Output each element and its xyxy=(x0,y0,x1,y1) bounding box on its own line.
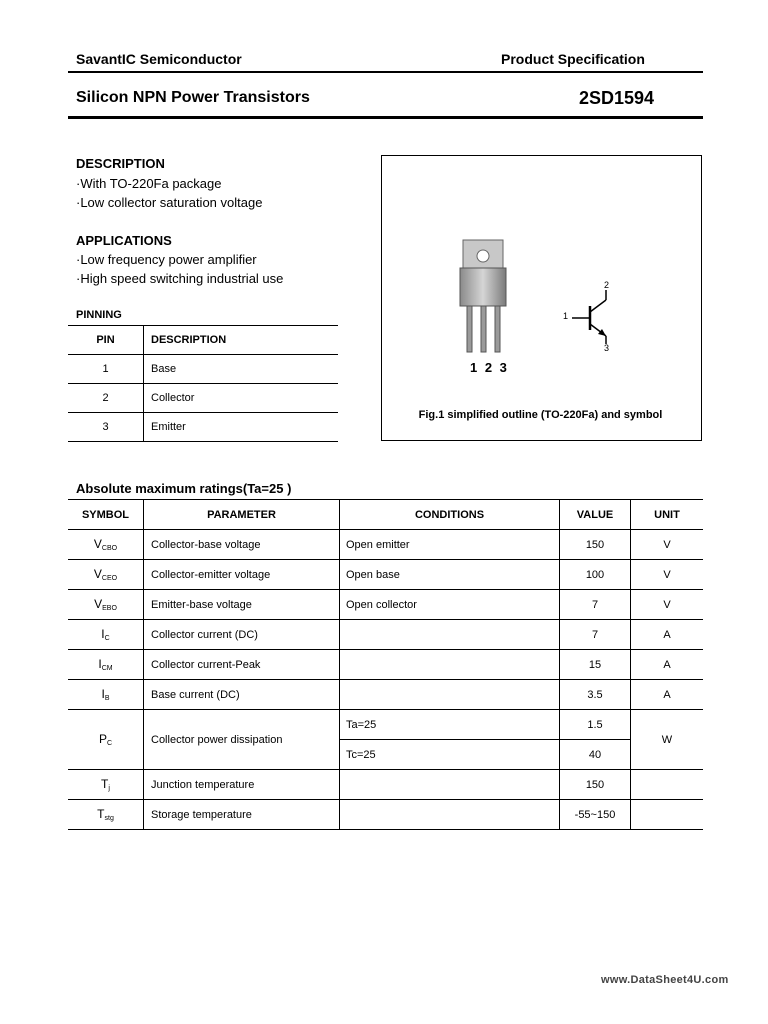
pin-description: Emitter xyxy=(144,413,339,442)
conditions-cell: Open emitter xyxy=(340,530,560,560)
company-name: SavantIC Semiconductor xyxy=(76,51,242,67)
symbol-letter: I xyxy=(101,687,105,701)
table-row xyxy=(68,560,703,590)
header-rule-bottom xyxy=(68,116,703,119)
header-rule-top xyxy=(68,71,703,73)
value-cell: -55~150 xyxy=(560,800,631,830)
figure-box xyxy=(381,155,702,441)
column-header-unit: UNIT xyxy=(631,500,704,530)
symbol-letter: T xyxy=(97,807,105,821)
parameter-cell: Junction temperature xyxy=(144,770,340,800)
parameter-cell: Collector-base voltage xyxy=(144,530,340,560)
symbol-subscript: B xyxy=(104,695,110,702)
value-cell: 3.5 xyxy=(560,680,631,710)
conditions-cell xyxy=(340,770,560,800)
unit-cell: A xyxy=(631,650,704,680)
table-row xyxy=(68,650,703,680)
conditions-cell: Ta=25 xyxy=(340,710,560,740)
symbol-letter: V xyxy=(93,567,102,581)
symbol-cell xyxy=(68,620,144,650)
parameter-cell: Collector power dissipation xyxy=(144,710,340,770)
symbol-letter: T xyxy=(101,777,109,791)
symbol-label-collector: 2 xyxy=(604,280,610,290)
value-cell: 40 xyxy=(560,740,631,770)
symbol-cell xyxy=(68,770,144,800)
symbol-subscript: CBO xyxy=(101,545,118,552)
symbol-cell xyxy=(68,680,144,710)
symbol-subscript: stg xyxy=(104,815,114,822)
parameter-cell: Collector current (DC) xyxy=(144,620,340,650)
page-title: Silicon NPN Power Transistors xyxy=(76,89,310,106)
column-header-value: VALUE xyxy=(560,500,631,530)
unit-cell: A xyxy=(631,620,704,650)
figure-caption: Fig.1 simplified outline (TO-220Fa) and symbol xyxy=(418,409,663,421)
conditions-cell xyxy=(340,650,560,680)
pinning-table xyxy=(68,325,338,442)
table-row xyxy=(68,620,703,650)
unit-cell: V xyxy=(631,530,704,560)
unit-cell xyxy=(631,800,704,830)
symbol-letter: P xyxy=(98,732,107,746)
ratings-table xyxy=(68,499,703,830)
table-row xyxy=(68,710,703,740)
symbol-subscript: CEO xyxy=(101,575,118,582)
unit-cell xyxy=(631,770,704,800)
conditions-cell: Open collector xyxy=(340,590,560,620)
parameter-cell: Collector current-Peak xyxy=(144,650,340,680)
conditions-cell: Open base xyxy=(340,560,560,590)
column-header-conditions: CONDITIONS xyxy=(340,500,560,530)
pinning-heading: PINNING xyxy=(76,309,122,321)
value-cell: 150 xyxy=(560,530,631,560)
table-row xyxy=(68,800,703,830)
symbol-subscript: CM xyxy=(101,665,113,672)
column-header-pin: PIN xyxy=(68,326,144,355)
parameter-cell: Storage temperature xyxy=(144,800,340,830)
table-row xyxy=(68,590,703,620)
column-header-symbol: SYMBOL xyxy=(68,500,144,530)
table-header-row xyxy=(68,500,703,530)
value-cell: 1.5 xyxy=(560,710,631,740)
npn-transistor-symbol xyxy=(558,278,628,358)
conditions-cell xyxy=(340,800,560,830)
symbol-subscript: C xyxy=(104,635,110,642)
column-header-description: DESCRIPTION xyxy=(144,326,339,355)
symbol-cell xyxy=(68,710,144,770)
value-cell: 7 xyxy=(560,620,631,650)
to220-package-image xyxy=(455,236,515,356)
symbol-letter: V xyxy=(93,537,102,551)
column-header-parameter: PARAMETER xyxy=(144,500,340,530)
symbol-cell xyxy=(68,650,144,680)
symbol-letter: I xyxy=(101,627,105,641)
description-line: ·Low collector saturation voltage xyxy=(76,195,263,210)
conditions-cell xyxy=(340,620,560,650)
symbol-letter: I xyxy=(98,657,102,671)
pin-number: 1 xyxy=(68,355,144,384)
document-type: Product Specification xyxy=(501,51,645,67)
package-pin-numbers: 1 2 3 xyxy=(470,360,509,375)
ratings-heading: Absolute maximum ratings(Ta=25 ) xyxy=(76,481,292,496)
conditions-cell xyxy=(340,680,560,710)
symbol-cell xyxy=(68,560,144,590)
parameter-cell: Collector-emitter voltage xyxy=(144,560,340,590)
value-cell: 150 xyxy=(560,770,631,800)
value-cell: 15 xyxy=(560,650,631,680)
table-row xyxy=(68,770,703,800)
symbol-subscript: j xyxy=(108,785,110,792)
conditions-cell: Tc=25 xyxy=(340,740,560,770)
unit-cell: W xyxy=(631,710,704,770)
table-header-row xyxy=(68,326,338,355)
value-cell: 7 xyxy=(560,590,631,620)
parameter-cell: Emitter-base voltage xyxy=(144,590,340,620)
symbol-label-base: 1 xyxy=(563,311,569,321)
applications-line: ·High speed switching industrial use xyxy=(76,271,284,286)
table-row xyxy=(68,413,338,442)
table-row xyxy=(68,355,338,384)
description-line: ·With TO-220Fa package xyxy=(76,176,222,191)
symbol-letter: V xyxy=(94,597,103,611)
symbol-label-emitter: 3 xyxy=(604,343,610,353)
symbol-subscript: C xyxy=(106,740,113,747)
description-heading: DESCRIPTION xyxy=(76,156,165,171)
symbol-cell xyxy=(68,590,144,620)
table-row xyxy=(68,680,703,710)
applications-heading: APPLICATIONS xyxy=(76,233,172,248)
table-row xyxy=(68,384,338,413)
pin-number: 3 xyxy=(68,413,144,442)
symbol-subscript: EBO xyxy=(102,605,117,612)
part-number: 2SD1594 xyxy=(579,88,655,108)
value-cell: 100 xyxy=(560,560,631,590)
pin-description: Collector xyxy=(144,384,339,413)
pin-number: 2 xyxy=(68,384,144,413)
symbol-cell xyxy=(68,530,144,560)
pin-description: Base xyxy=(144,355,339,384)
footer-watermark: www.DataSheet4U.com xyxy=(601,974,729,986)
table-row xyxy=(68,530,703,560)
unit-cell: A xyxy=(631,680,704,710)
unit-cell: V xyxy=(631,560,704,590)
symbol-cell xyxy=(68,800,144,830)
applications-line: ·Low frequency power amplifier xyxy=(76,252,257,267)
unit-cell: V xyxy=(631,590,704,620)
parameter-cell: Base current (DC) xyxy=(144,680,340,710)
